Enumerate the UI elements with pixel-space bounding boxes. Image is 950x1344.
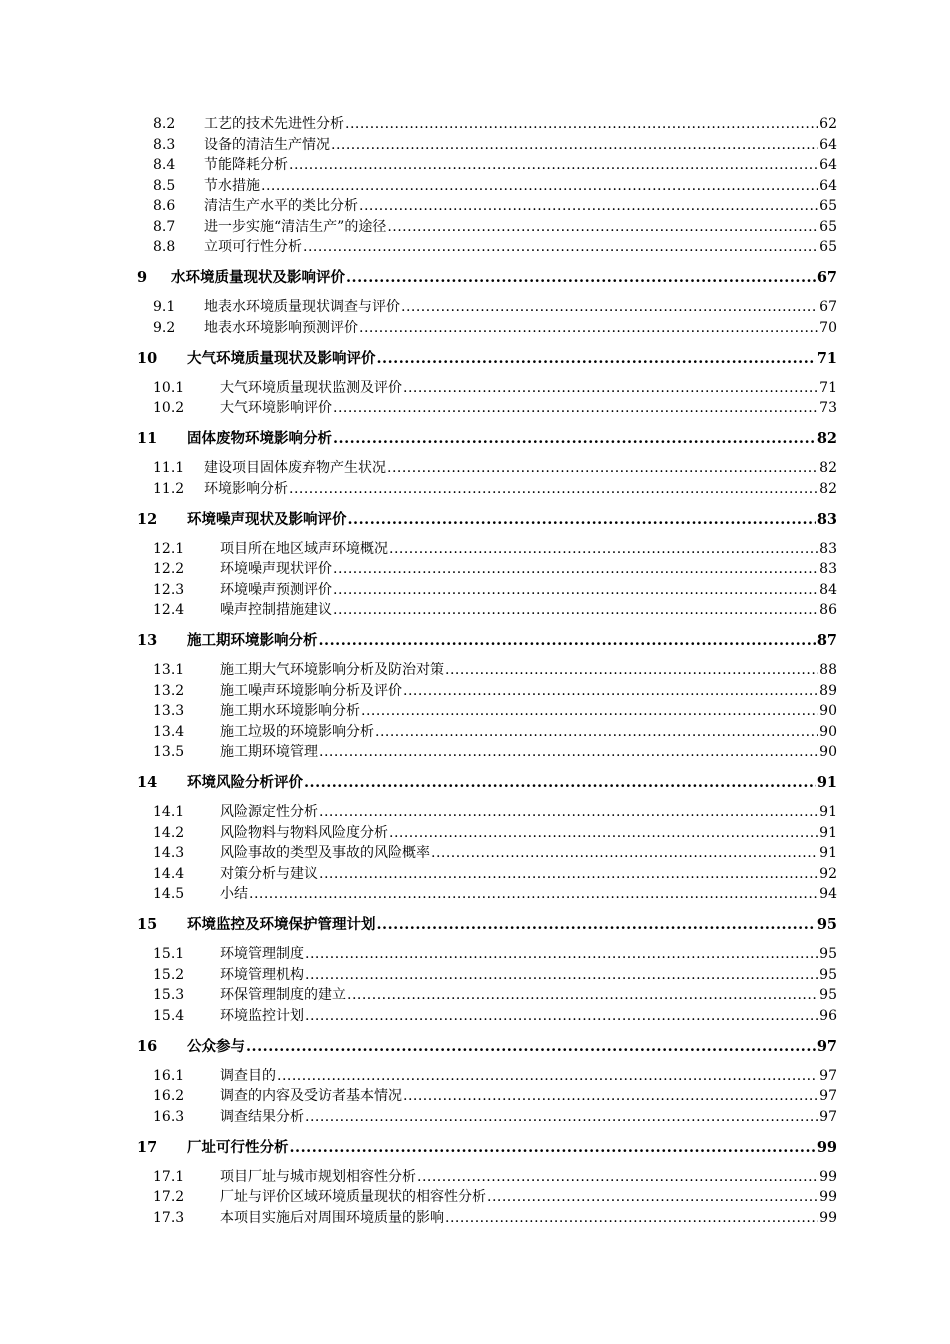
toc-entry-number: 12.4 [153, 602, 185, 618]
toc-chapter-entry[interactable] [137, 508, 837, 529]
toc-entry-title: 项目厂址与城市规划相容性分析 [220, 1168, 416, 1185]
toc-leader-dots [319, 744, 818, 760]
toc-entry-title: 施工期大气环境影响分析及防治对策 [220, 662, 444, 678]
toc-entry-number: 14.2 [153, 824, 185, 841]
toc-entry-page-number: 65 [819, 218, 837, 235]
toc-chapter-entry[interactable] [137, 913, 837, 934]
toc-leader-dots [431, 845, 818, 861]
toc-entry-title: 厂址可行性分析 [187, 1138, 289, 1156]
toc-entry-title: 大气环境质量现状监测及评价 [220, 379, 402, 396]
toc-leader-dots [290, 1139, 816, 1156]
toc-entry-page-number: 73 [819, 400, 837, 416]
toc-entry-page-number: 62 [819, 116, 837, 132]
toc-leader-dots [305, 967, 818, 983]
toc-entry-page-number: 95 [819, 987, 837, 1003]
toc-leader-dots [389, 825, 818, 841]
toc-leader-dots [277, 1068, 818, 1084]
toc-entry-number: 11 [137, 430, 158, 447]
toc-entry-number: 10 [137, 349, 158, 367]
toc-entry-title: 施工噪声环境影响分析及评价 [220, 682, 402, 699]
toc-entry-page-number: 94 [819, 886, 837, 902]
toc-entry-title: 节水措施 [204, 177, 260, 194]
toc-entry-page-number: 83 [816, 510, 837, 528]
toc-section-entry[interactable] [137, 1186, 837, 1207]
toc-entry-title: 环境噪声现状评价 [220, 561, 332, 577]
toc-section-entry[interactable] [137, 134, 837, 155]
toc-leader-dots [445, 662, 818, 678]
toc-section-entry[interactable] [137, 599, 837, 620]
toc-leader-dots [348, 511, 816, 528]
toc-entry-page-number: 91 [819, 845, 837, 861]
toc-section-entry[interactable] [137, 1207, 837, 1228]
toc-entry-page-number: 82 [819, 460, 837, 476]
toc-entry-number: 17 [137, 1138, 158, 1156]
toc-entry-title: 水环境质量现状及影响评价 [171, 269, 345, 286]
toc-entry-title: 施工期水环境影响分析 [220, 703, 360, 719]
toc-section-entry[interactable] [137, 741, 837, 762]
toc-entry-page-number: 90 [819, 744, 837, 760]
toc-entry-number: 15.4 [153, 1007, 185, 1024]
toc-leader-dots [375, 724, 818, 740]
toc-section-entry[interactable] [137, 236, 837, 257]
toc-leader-dots [377, 916, 816, 933]
toc-entry-number: 13 [137, 632, 158, 649]
toc-entry-number: 16.3 [153, 1108, 185, 1125]
toc-entry-number: 11.1 [153, 460, 185, 476]
toc-entry-page-number: 83 [819, 540, 837, 557]
toc-chapter-entry[interactable] [137, 771, 837, 792]
toc-leader-dots [403, 683, 818, 699]
toc-entry-title: 工艺的技术先进性分析 [204, 116, 344, 132]
toc-entry-page-number: 99 [816, 1138, 837, 1156]
toc-entry-number: 15.1 [153, 946, 185, 962]
toc-leader-dots [333, 400, 818, 416]
toc-entry-page-number: 82 [819, 480, 837, 497]
toc-entry-number: 14 [137, 774, 158, 791]
toc-entry-number: 8.3 [153, 136, 176, 153]
toc-section-entry[interactable] [137, 842, 837, 863]
toc-entry-title: 风险事故的类型及事故的风险概率 [220, 845, 430, 861]
toc-entry-page-number: 71 [819, 379, 837, 396]
toc-entry-page-number: 71 [816, 349, 837, 367]
toc-leader-dots [377, 350, 816, 367]
toc-leader-dots [487, 1189, 818, 1205]
toc-entry-page-number: 95 [816, 916, 837, 933]
toc-entry-number: 14.5 [153, 886, 185, 902]
toc-entry-number: 8.8 [153, 239, 176, 255]
toc-entry-title: 施工期环境影响分析 [187, 632, 318, 649]
toc-entry-number: 14.1 [153, 804, 185, 820]
toc-entry-number: 9.1 [153, 299, 176, 315]
toc-entry-title: 风险物料与物料风险度分析 [220, 824, 388, 841]
toc-leader-dots [319, 804, 818, 820]
toc-entry-number: 8.4 [153, 157, 176, 173]
toc-section-entry[interactable] [137, 579, 837, 600]
toc-entry-number: 13.1 [153, 662, 185, 678]
toc-entry-number: 14.4 [153, 865, 185, 882]
toc-entry-page-number: 88 [819, 662, 837, 678]
toc-entry-title: 噪声控制措施建议 [220, 602, 332, 618]
toc-entry-title: 节能降耗分析 [204, 157, 288, 173]
toc-entry-number: 10.2 [153, 400, 185, 416]
toc-entry-title: 环境监控及环境保护管理计划 [187, 916, 376, 933]
toc-entry-page-number: 99 [819, 1168, 837, 1185]
toc-section-entry[interactable] [137, 1166, 837, 1187]
toc-entry-title: 地表水环境影响预测评价 [204, 319, 358, 336]
toc-chapter-entry[interactable] [137, 629, 837, 650]
toc-leader-dots [333, 602, 818, 618]
toc-leader-dots [246, 1038, 816, 1055]
toc-entry-number: 17.3 [153, 1209, 185, 1226]
toc-entry-page-number: 97 [816, 1037, 837, 1055]
toc-entry-page-number: 99 [819, 1209, 837, 1226]
toc-section-entry[interactable] [137, 721, 837, 742]
toc-leader-dots [289, 481, 818, 497]
toc-entry-page-number: 91 [819, 824, 837, 841]
toc-entry-page-number: 64 [819, 136, 837, 153]
toc-leader-dots [346, 269, 816, 286]
toc-entry-number: 9.2 [153, 319, 176, 336]
toc-leader-dots [389, 541, 818, 557]
toc-entry-page-number: 64 [819, 177, 837, 194]
toc-leader-dots [305, 946, 818, 962]
toc-section-entry[interactable] [137, 1106, 837, 1127]
toc-entry-title: 项目所在地区域声环境概况 [220, 540, 388, 557]
toc-entry-page-number: 92 [819, 865, 837, 882]
toc-entry-page-number: 95 [819, 946, 837, 962]
toc-leader-dots [319, 866, 818, 882]
toc-entry-title: 对策分析与建议 [220, 865, 318, 882]
toc-entry-title: 环境影响分析 [204, 480, 288, 497]
table-of-contents [137, 113, 837, 1227]
toc-entry-page-number: 67 [819, 299, 837, 315]
toc-entry-number: 12.3 [153, 581, 185, 598]
toc-entry-number: 13.2 [153, 682, 185, 699]
toc-entry-number: 15 [137, 916, 158, 933]
toc-entry-title: 环境风险分析评价 [187, 774, 303, 791]
toc-entry-title: 进一步实施“清洁生产”的途径 [204, 218, 387, 235]
toc-entry-number: 8.7 [153, 218, 176, 235]
toc-leader-dots [445, 1210, 818, 1226]
toc-chapter-entry[interactable] [137, 347, 837, 368]
toc-leader-dots [361, 703, 818, 719]
toc-section-entry[interactable] [137, 397, 837, 418]
toc-entry-page-number: 90 [819, 703, 837, 719]
toc-entry-number: 15.2 [153, 966, 185, 983]
toc-section-entry[interactable] [137, 863, 837, 884]
toc-leader-dots [359, 320, 818, 336]
toc-section-entry[interactable] [137, 457, 837, 478]
toc-section-entry[interactable] [137, 1085, 837, 1106]
toc-chapter-entry[interactable] [137, 427, 837, 448]
toc-entry-number: 10.1 [153, 379, 185, 396]
toc-entry-title: 环境监控计划 [220, 1007, 304, 1024]
toc-entry-page-number: 83 [819, 561, 837, 577]
toc-leader-dots [387, 219, 818, 235]
toc-leader-dots [289, 157, 818, 173]
toc-section-entry[interactable] [137, 558, 837, 579]
toc-section-entry[interactable] [137, 822, 837, 843]
toc-section-entry[interactable] [137, 216, 837, 237]
toc-entry-title: 公众参与 [187, 1037, 245, 1055]
toc-entry-title: 地表水环境质量现状调查与评价 [204, 299, 400, 315]
toc-entry-page-number: 90 [819, 723, 837, 740]
toc-entry-number: 9 [137, 269, 148, 286]
toc-entry-title: 清洁生产水平的类比分析 [204, 198, 358, 214]
toc-section-entry[interactable] [137, 984, 837, 1005]
toc-section-entry[interactable] [137, 377, 837, 398]
toc-leader-dots [249, 886, 818, 902]
toc-leader-dots [319, 632, 816, 649]
toc-entry-page-number: 97 [819, 1088, 837, 1104]
toc-entry-page-number: 95 [819, 966, 837, 983]
toc-entry-number: 15.3 [153, 987, 185, 1003]
toc-entry-page-number: 97 [819, 1067, 837, 1084]
toc-leader-dots [303, 239, 818, 255]
toc-entry-number: 13.3 [153, 703, 185, 719]
toc-entry-number: 14.3 [153, 845, 185, 861]
toc-entry-number: 12 [137, 510, 158, 528]
toc-leader-dots [333, 561, 818, 577]
toc-section-entry[interactable] [137, 113, 837, 134]
toc-section-entry[interactable] [137, 317, 837, 338]
toc-entry-title: 厂址与评价区域环境质量现状的相容性分析 [220, 1189, 486, 1205]
toc-leader-dots [333, 582, 818, 598]
toc-leader-dots [401, 299, 818, 315]
toc-section-entry[interactable] [137, 964, 837, 985]
toc-entry-page-number: 91 [819, 804, 837, 820]
toc-entry-page-number: 96 [819, 1007, 837, 1024]
toc-leader-dots [261, 178, 818, 194]
toc-entry-title: 建设项目固体废弃物产生状况 [204, 460, 386, 476]
toc-entry-number: 17.2 [153, 1189, 185, 1205]
toc-entry-title: 调查目的 [220, 1067, 276, 1084]
toc-entry-number: 12.1 [153, 540, 185, 557]
toc-entry-number: 16.1 [153, 1067, 185, 1084]
toc-leader-dots [345, 116, 818, 132]
toc-entry-title: 风险源定性分析 [220, 804, 318, 820]
toc-entry-title: 固体废物环境影响分析 [187, 430, 332, 447]
toc-entry-title: 小结 [220, 886, 248, 902]
toc-entry-title: 施工期环境管理 [220, 744, 318, 760]
toc-chapter-entry[interactable] [137, 1035, 837, 1056]
toc-leader-dots [347, 987, 818, 1003]
toc-entry-title: 本项目实施后对周围环境质量的影响 [220, 1209, 444, 1226]
toc-entry-page-number: 64 [819, 157, 837, 173]
toc-section-entry[interactable] [137, 943, 837, 964]
toc-entry-number: 16 [137, 1037, 158, 1055]
toc-section-entry[interactable] [137, 659, 837, 680]
toc-entry-number: 11.2 [153, 480, 185, 497]
toc-entry-page-number: 86 [819, 602, 837, 618]
toc-entry-number: 8.6 [153, 198, 176, 214]
toc-leader-dots [403, 1088, 818, 1104]
toc-entry-title: 大气环境质量现状及影响评价 [187, 349, 376, 367]
toc-entry-title: 环境噪声预测评价 [220, 581, 332, 598]
toc-entry-number: 12.2 [153, 561, 185, 577]
toc-section-entry[interactable] [137, 700, 837, 721]
toc-entry-title: 环境管理制度 [220, 946, 304, 962]
toc-entry-title: 环保管理制度的建立 [220, 987, 346, 1003]
toc-entry-title: 施工垃圾的环境影响分析 [220, 723, 374, 740]
toc-leader-dots [305, 1008, 818, 1024]
toc-entry-page-number: 65 [819, 239, 837, 255]
toc-leader-dots [305, 1109, 818, 1125]
toc-section-entry[interactable] [137, 175, 837, 196]
toc-entry-title: 环境噪声现状及影响评价 [187, 510, 347, 528]
toc-entry-page-number: 70 [819, 319, 837, 336]
toc-entry-title: 设备的清洁生产情况 [204, 136, 330, 153]
toc-entry-page-number: 91 [816, 774, 837, 791]
toc-entry-title: 环境管理机构 [220, 966, 304, 983]
toc-leader-dots [359, 198, 818, 214]
toc-section-entry[interactable] [137, 296, 837, 317]
toc-entry-number: 13.5 [153, 744, 185, 760]
toc-entry-page-number: 67 [816, 269, 837, 286]
toc-entry-number: 13.4 [153, 723, 185, 740]
toc-entry-page-number: 97 [819, 1108, 837, 1125]
toc-section-entry[interactable] [137, 1065, 837, 1086]
toc-section-entry[interactable] [137, 883, 837, 904]
toc-section-entry[interactable] [137, 195, 837, 216]
toc-leader-dots [304, 774, 816, 791]
toc-entry-number: 17.1 [153, 1168, 185, 1185]
toc-section-entry[interactable] [137, 680, 837, 701]
toc-section-entry[interactable] [137, 478, 837, 499]
toc-leader-dots [331, 137, 818, 153]
toc-leader-dots [333, 430, 816, 447]
toc-entry-number: 16.2 [153, 1088, 185, 1104]
toc-section-entry[interactable] [137, 538, 837, 559]
toc-entry-title: 大气环境影响评价 [220, 400, 332, 416]
toc-entry-page-number: 87 [816, 632, 837, 649]
toc-leader-dots [417, 1169, 818, 1185]
toc-section-entry[interactable] [137, 801, 837, 822]
toc-leader-dots [403, 380, 818, 396]
toc-entry-number: 8.5 [153, 177, 176, 194]
toc-entry-page-number: 82 [816, 430, 837, 447]
toc-entry-page-number: 89 [819, 682, 837, 699]
toc-entry-page-number: 84 [819, 581, 837, 598]
toc-entry-title: 调查结果分析 [220, 1108, 304, 1125]
toc-entry-number: 8.2 [153, 116, 176, 132]
toc-section-entry[interactable] [137, 154, 837, 175]
toc-section-entry[interactable] [137, 1005, 837, 1026]
toc-entry-page-number: 99 [819, 1189, 837, 1205]
toc-leader-dots [387, 460, 818, 476]
toc-entry-title: 调查的内容及受访者基本情况 [220, 1088, 402, 1104]
toc-entry-title: 立项可行性分析 [204, 239, 302, 255]
toc-chapter-entry[interactable] [137, 266, 837, 287]
toc-chapter-entry[interactable] [137, 1136, 837, 1157]
toc-entry-page-number: 65 [819, 198, 837, 214]
